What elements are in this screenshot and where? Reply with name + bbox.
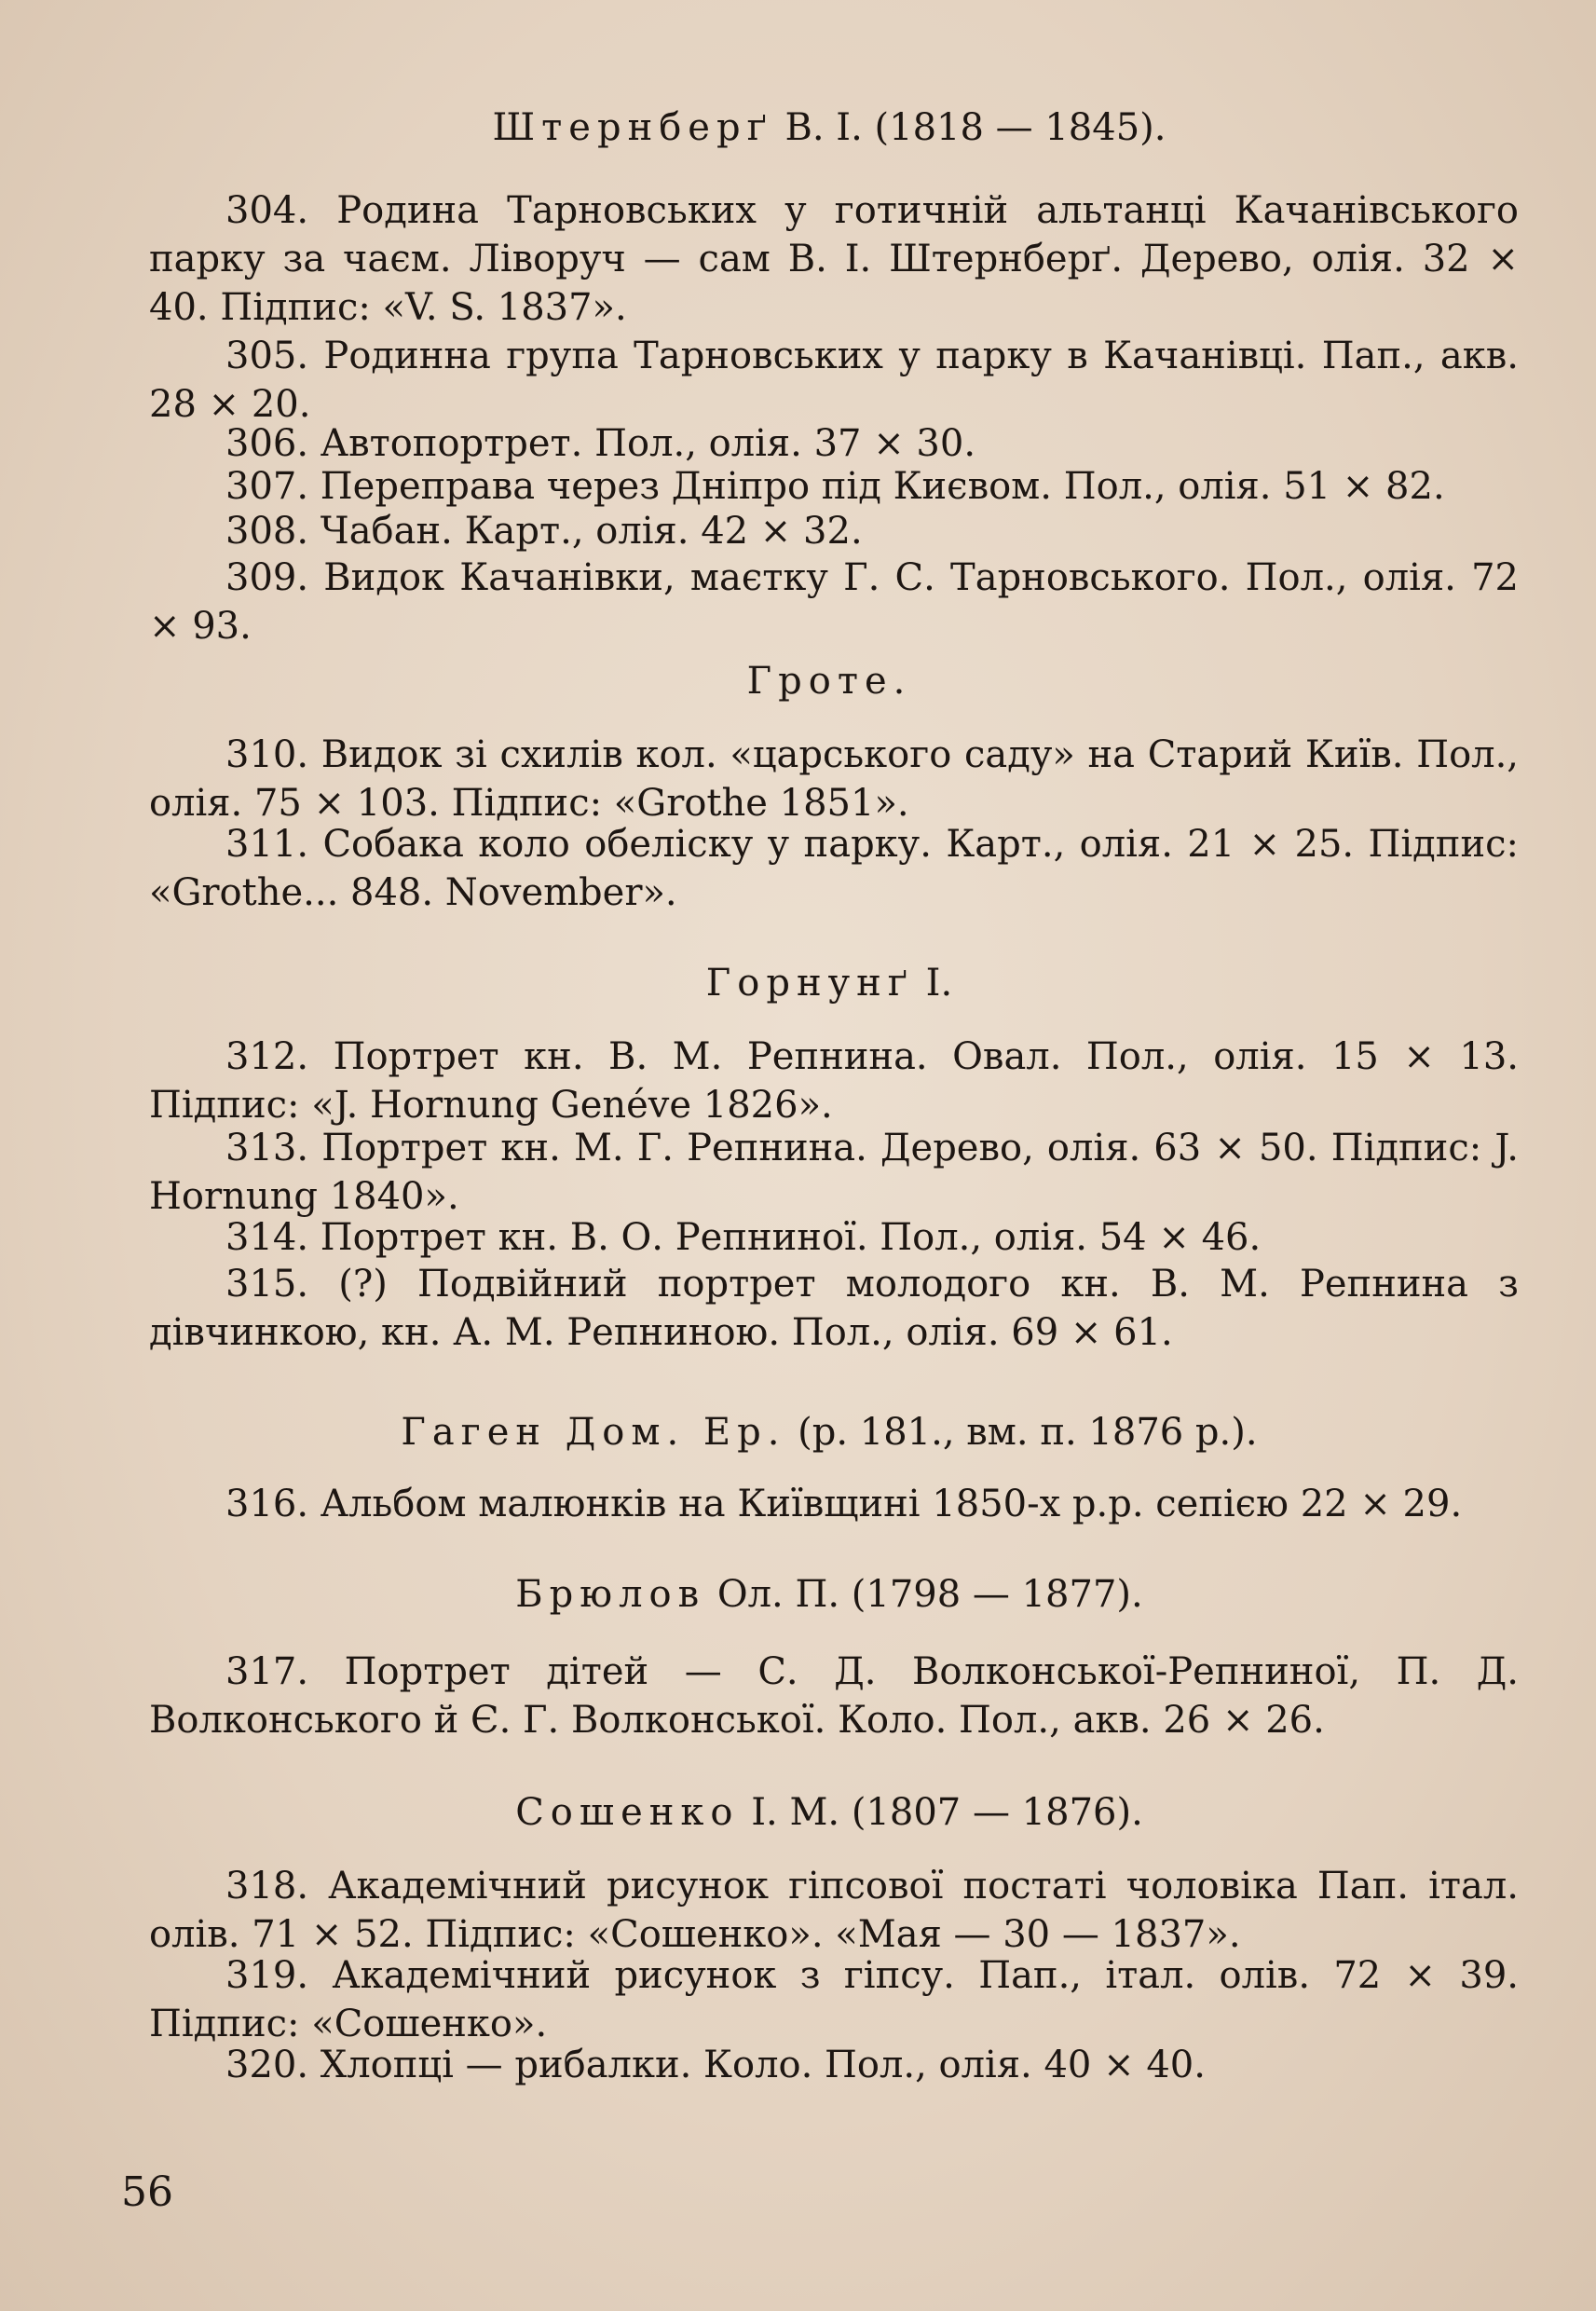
section-heading — [140, 1571, 1519, 1618]
artist-details: (р. 181., вм. п. 1876 р.). — [785, 1411, 1258, 1454]
catalog-entry: 318. Академічний рисунок гіпсової постаті чоловіка Пап. італ. олів. 71 × 52. Підпис: «Сошенко». «Мая — 30 — 1837». — [149, 1865, 1519, 1956]
catalog-entry: 307. Переправа через Дніпро під Києвом. Пол., олія. 51 × 82. — [225, 465, 1445, 508]
artist-name: Штернберґ — [492, 106, 773, 149]
catalog-entry: 319. Академічний рисунок з гіпсу. Пап., італ. олів. 72 × 39. Підпис: «Сошенко». — [149, 1954, 1519, 2045]
catalog-entry: 304. Родина Тарновських у готичній альтанці Качанівського парку за чаєм. Ліворуч — сам В. І. Штернберґ. Дерево, олія. 32 × 40. Підпис: «V. S. 1837». — [149, 189, 1519, 329]
artist-details: Ол. П. (1798 — 1877). — [705, 1573, 1143, 1616]
catalog-entry: 308. Чабан. Карт., олія. 42 × 32. — [225, 510, 863, 553]
section-heading — [140, 960, 1519, 1006]
catalog-entry: 320. Хлопці — рибалки. Коло. Пол., олія. 40 × 40. — [225, 2044, 1206, 2086]
artist-name: Горнунґ — [705, 962, 914, 1005]
section-heading — [140, 1409, 1519, 1456]
catalog-entry: 305. Родинна група Тарновських у парку в Качанівці. Пап., акв. 28 × 20. — [149, 335, 1519, 426]
catalog-entry: 313. Портрет кн. М. Г. Репнина. Дерево, олія. 63 × 50. Підпис: J. Hornung 1840». — [149, 1127, 1519, 1218]
catalog-entry: 316. Альбом малюнків на Київщині 1850-х р.р. сепією 22 × 29. — [225, 1483, 1463, 1525]
artist-name: Брюлов — [515, 1573, 706, 1616]
catalog-entry: 309. Видок Качанівки, маєтку Г. С. Тарновського. Пол., олія. 72 × 93. — [149, 556, 1519, 648]
artist-details: І. М. (1807 — 1876). — [739, 1791, 1143, 1834]
section-heading — [140, 104, 1519, 151]
artist-name: Сошенко — [515, 1791, 740, 1834]
catalog-entry: 310. Видок зі схилів кол. «царського саду» на Старий Київ. Пол., олія. 75 × 103. Підпис: «Grothe 1851». — [149, 733, 1519, 825]
catalog-entry: 312. Портрет кн. В. М. Репнина. Овал. Пол., олія. 15 × 13. Підпис: «J. Hornung Genéve 1826». — [149, 1035, 1519, 1127]
catalog-entry: 311. Собака коло обеліску у парку. Карт., олія. 21 × 25. Підпис: «Grothe... 848. November». — [149, 823, 1519, 914]
catalog-entry: 306. Автопортрет. Пол., олія. 37 × 30. — [225, 422, 976, 465]
artist-details: І. — [913, 962, 953, 1005]
section-heading — [140, 1789, 1519, 1836]
artist-details: В. І. (1818 — 1845). — [772, 106, 1166, 149]
catalog-entry: 315. (?) Подвійний портрет молодого кн. В. М. Репнина з дівчинкою, кн. А. М. Репниною. Пол., олія. 69 × 61. — [149, 1263, 1519, 1354]
catalog-entry: 317. Портрет дітей — С. Д. Волконської-Репниної, П. Д. Волконського й Є. Г. Волконської. Коло. Пол., акв. 26 × 26. — [149, 1650, 1519, 1742]
section-heading — [140, 658, 1519, 704]
artist-name: Гроте. — [746, 660, 912, 703]
artist-name: Гаген Дом. Ер. — [401, 1411, 786, 1454]
page-number: 56 — [121, 2168, 173, 2216]
catalog-entry: 314. Портрет кн. В. О. Репниної. Пол., олія. 54 × 46. — [225, 1216, 1262, 1259]
